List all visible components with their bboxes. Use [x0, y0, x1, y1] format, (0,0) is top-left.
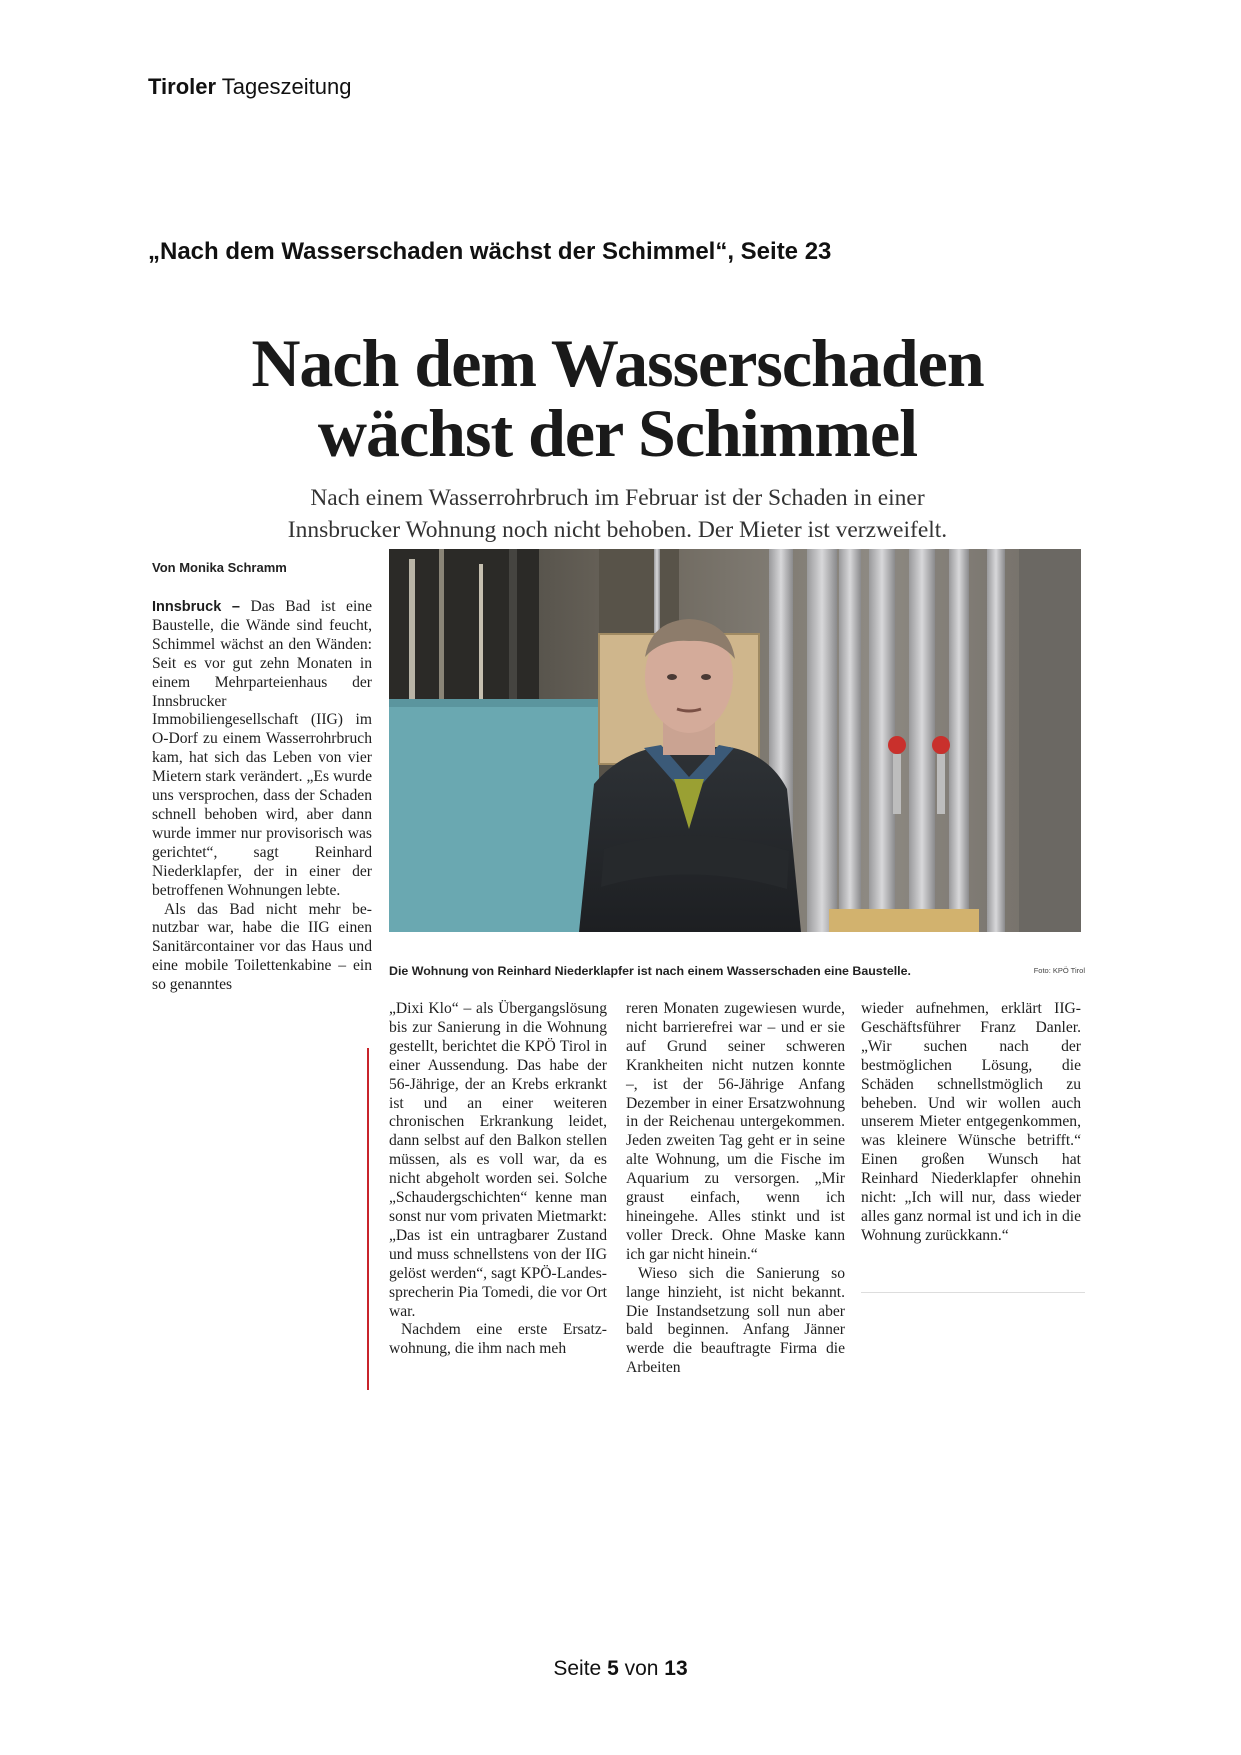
newspaper-clipping: [150, 320, 1085, 1410]
article-column-2: [389, 1000, 607, 1359]
paragraph: Nachdem eine erste Ersatzwohnung, die ihm nach meh: [389, 1321, 607, 1358]
brand-regular: Tageszeitung: [221, 74, 352, 99]
article-headline: [150, 325, 1085, 471]
footer-mid: von: [624, 1657, 659, 1680]
headline-line-1: Nach dem Wasserschaden: [251, 325, 984, 401]
photo-caption: Die Wohnung von Reinhard Niederklapfer ist nach einem Wasserschaden eine Baustelle.: [389, 964, 911, 978]
current-page-number: 5: [607, 1657, 619, 1680]
headline-line-2: wächst der Schimmel: [317, 395, 918, 471]
brand-bold: Tiroler: [148, 74, 217, 99]
byline: Von Monika Schramm: [152, 560, 287, 575]
section-title: „Nach dem Wasserschaden wächst der Schimmel“, Seite 23: [148, 238, 832, 265]
page-footer: [0, 1657, 1241, 1681]
article-column-1: [152, 598, 372, 1360]
publication-name: [148, 74, 351, 100]
subhead-line-1: Nach einem Wasserrohrbruch im Februar ist der Schaden in einer: [310, 485, 925, 511]
paragraph: reren Monaten zugewiesen wurde, nicht barrierefrei war – und er sie auf Grund seiner schweren Krankheiten nicht nutzen konnte –, ist der 56-Jährige Anfang Dezember in einer Ersatzwohnung in der Reichenau untergekommen. Jeden zweiten Tag geht er in seine alte Wohnung, um die Fische im Aquarium zu versorgen. „Mir graust einfach, wenn ich hineingehe. Alles stinkt und ist voller Dreck. Ohne Maske kann ich gar nicht hinein.“: [626, 1000, 845, 1263]
photo-man-in-construction-site: [389, 549, 1081, 932]
photo-credit: Foto: KPÖ Tirol: [1033, 966, 1085, 975]
paragraph-text: Das Bad ist eine Baustelle, die Wände sind feucht, Schimmel wächst an den Wänden: Seit es vor gut zehn Monaten in einem Mehrparteienhaus der Innsbrucker Immobiliengesellschaft (IIG) im O-Dorf zu einem Wasserrohrbruch kam, hat sich das Leben von vier Mietern stark verändert. „Es wurde uns versprochen, dass der Schaden schnell behoben wird, aber dann wurde immer nur provisorisch was gerichtet“, sagt Reinhard Niederklapfer, der in einer der betroffenen Wohnungen lebte.: [152, 598, 372, 899]
article-column-4: [861, 1000, 1081, 1246]
paragraph: [152, 598, 372, 901]
paragraph: „Dixi Klo“ – als Übergangslösung bis zur Sanierung in die Wohnung gestellt, berichtet die KPÖ Tirol in einer Aussendung. Das habe der 56-Jährige, der an Krebs erkrankt ist und an einer weiteren chronischen Erkrankung leidet, dann selbst auf den Balkon stellen müssen, als es voll war, da es nicht abgeholt worden sei. Solche „Schaudergschichten“ kenne man sonst nur vom privaten Mietmarkt: „Das ist ein untragbarer Zustand und muss schnellstens von der IIG gelöst werden“, sagt KPÖ-Landessprecherin Pia Tomedi, die vor Ort war.: [389, 1000, 607, 1320]
footer-prefix: Seite: [553, 1657, 602, 1680]
paragraph: wieder aufnehmen, erklärt IIG-Geschäftsführer Franz Danler. „Wir suchen nach der bestmöglichen Lösung, die Schäden schnellstmöglich zu beheben. Und wir wollen auch unserem Mieter entgegenkommen, was kleinere Wünsche betrifft.“ Einen großen Wunsch hat Reinhard Niederklapfer ohnehin nicht: „Ich will nur, dass wieder alles ganz normal ist und ich in die Wohnung zurückkann.“: [861, 1000, 1081, 1244]
article-photo: [389, 549, 1081, 932]
column-end-rule: [861, 1292, 1085, 1293]
dateline: Innsbruck –: [152, 599, 240, 615]
paragraph: Als das Bad nicht mehr benutzbar war, habe die IIG einen Sanitärcontainer vor das Haus und eine mobile Toilettenkabine – ein so genanntes: [152, 900, 372, 994]
paragraph: Wieso sich die Sanierung so lange hinzieht, ist nicht bekannt. Die Instandsetzung soll nun aber bald beginnen. Anfang Jänner werde die beauftragte Firma die Arbeiten: [626, 1264, 845, 1377]
subhead-line-2: Innsbrucker Wohnung noch nicht behoben. Der Mieter ist verzweifelt.: [287, 517, 948, 543]
total-pages: 13: [664, 1657, 688, 1680]
article-column-3: [626, 1000, 845, 1378]
article-subheadline: [150, 482, 1085, 546]
red-accent-rule: [367, 1048, 369, 1390]
